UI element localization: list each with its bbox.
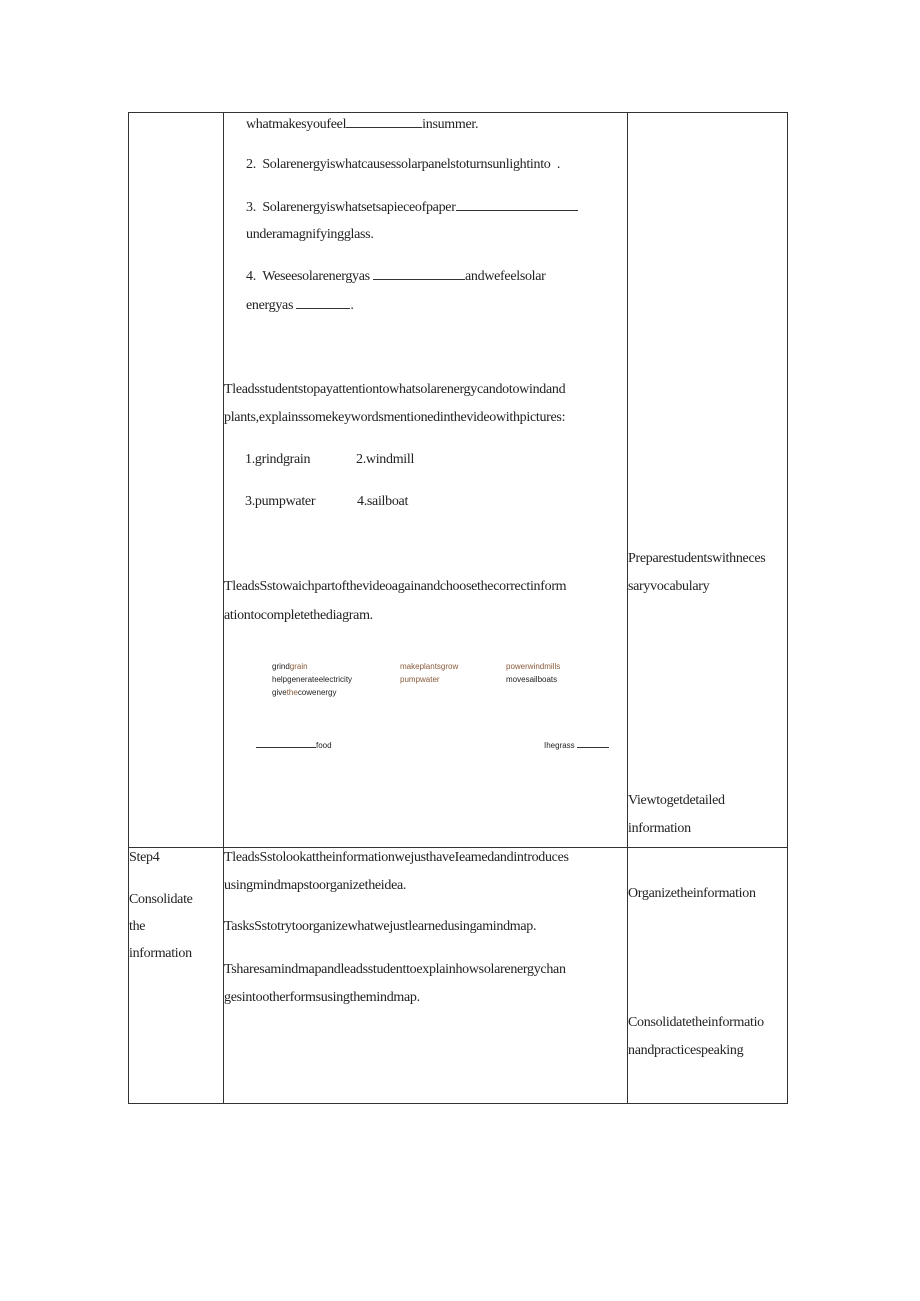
step4-label: Step4 — [129, 850, 160, 865]
column-divider-2 — [627, 113, 628, 1103]
step4-purpose-2-line-1: Consolidatetheinformatio — [628, 1015, 764, 1030]
step4-title-3: information — [129, 946, 192, 961]
step4-paragraph-1-line-1: TleadsSstolookattheinformationwejusthaveIeamedandintroduces — [224, 850, 569, 865]
exercise-item-4: 4. Weseesolarenergyas andwefeelsolar — [246, 269, 546, 284]
step4-paragraph-3-line-1: Tsharesamindmapandleadsstudenttoexplainhowsolarenergychan — [224, 962, 566, 977]
row-divider — [129, 847, 787, 848]
step4-purpose-1: Organizetheinformation — [628, 886, 756, 901]
vocab-item-1: 1.grindgrain — [245, 452, 311, 467]
vocab-item-2: 2.windmill — [356, 452, 415, 467]
word-pump-water: pumpwater — [400, 675, 440, 684]
paragraph-attention-line-1: Tleadsstudentstopayattentiontowhatsolarenergycandotowindand — [224, 382, 566, 397]
word-power-windmills: powerwindmills — [506, 662, 561, 671]
step4-paragraph-1-line-2: usingmindmapstoorganizetheidea. — [224, 878, 407, 893]
paragraph-attention-line-2: plants,explainssomekeywordsmentionedinthevideowithpictures: — [224, 410, 566, 425]
purpose-vocabulary-line-2: saryvocabulary — [628, 579, 710, 594]
step4-title-1: Consolidate — [129, 892, 193, 907]
exercise-item-4-cont: energyas . — [246, 298, 354, 313]
answer-blank — [346, 115, 422, 128]
answer-blank — [456, 198, 578, 211]
step4-paragraph-3-line-2: gesintootherformsusingthemindmap. — [224, 990, 420, 1005]
vocab-item-4: 4.sailboat — [357, 494, 409, 509]
exercise-line-1: whatmakesyoufeel insummer. — [246, 117, 479, 132]
paragraph-video-line-1: TleadsSstowaichpartofthevideoagainandchoosethecorrectinform — [224, 579, 567, 594]
word-help-electricity: helpgenerateelectricity — [272, 675, 353, 684]
word-give-cow-energy: givethecowenergy — [272, 688, 337, 697]
step4-title-2: the — [129, 919, 146, 934]
step4-paragraph-2: TasksSstotrytoorganizewhatwejustlearnedusingamindmap. — [224, 919, 537, 934]
exercise-item-2: 2. Solarenergyiswhatcausessolarpanelstoturnsunlightinto . — [246, 157, 561, 172]
word-make-plants-grow: makeplantsgrow — [400, 662, 459, 671]
diagram-blank-food: food — [256, 739, 332, 751]
word-moves-sailboats: movesailboats — [506, 675, 558, 684]
word-grind-grain: grindgrain — [272, 662, 308, 671]
diagram-blank-grass: Ihegrass — [544, 739, 609, 751]
purpose-vocabulary-line-1: Preparestudentswithneces — [628, 551, 766, 566]
exercise-item-3: 3. Solarenergyiswhatsetsapieceofpaper — [246, 198, 578, 217]
vocab-item-3: 3.pumpwater — [245, 494, 316, 509]
purpose-detail-line-2: information — [628, 821, 691, 836]
paragraph-video-line-2: ationtocompletethediagram. — [224, 608, 373, 623]
step4-purpose-2-line-2: nandpracticespeaking — [628, 1043, 744, 1058]
purpose-detail-line-1: Viewtogetdetailed — [628, 793, 725, 808]
exercise-item-3-cont: underamagnifyingglass. — [246, 227, 374, 242]
answer-blank — [373, 267, 465, 280]
answer-blank — [296, 296, 350, 309]
